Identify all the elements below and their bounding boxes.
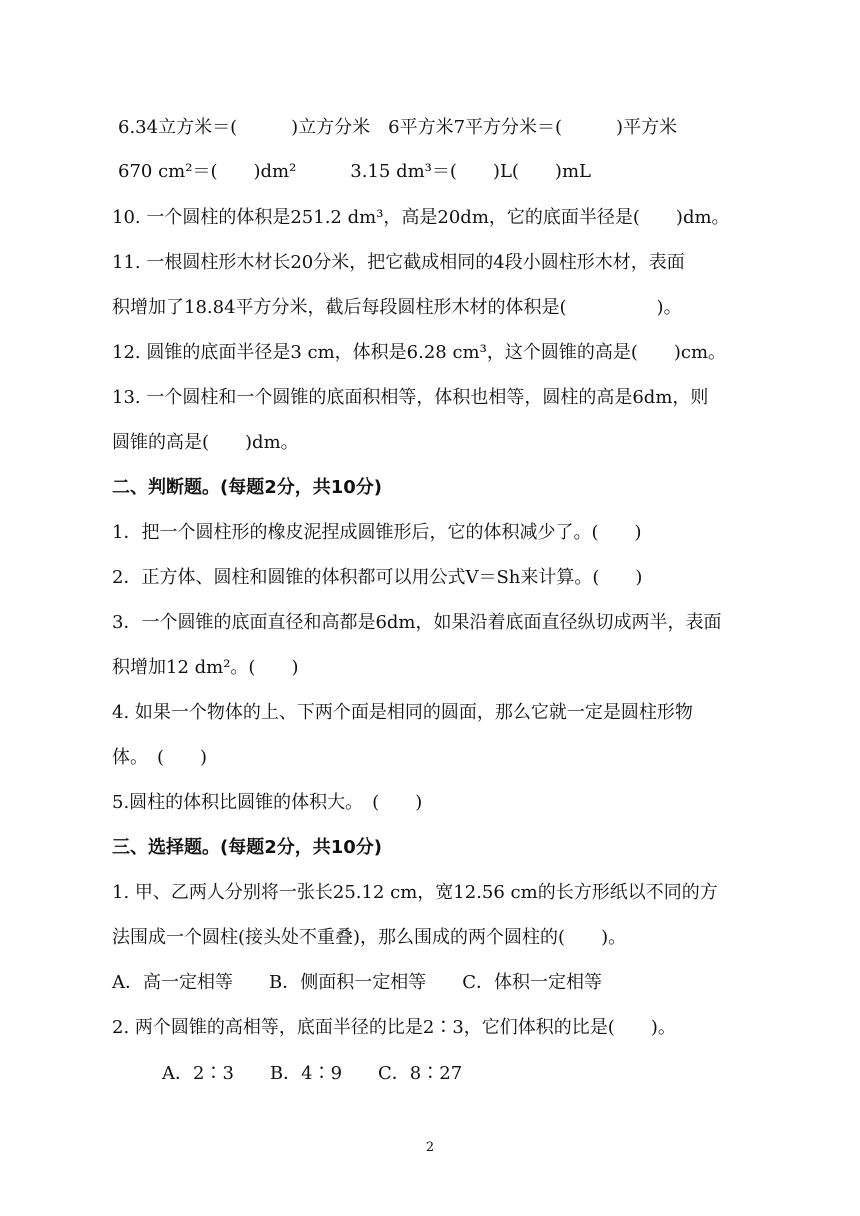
page-number: 2 bbox=[425, 1140, 435, 1155]
choice-2: 2. 两个圆锥的高相等，底面半径的比是2∶3，它们体积的比是( )。 bbox=[112, 1017, 676, 1038]
judgement-3-line-1: 3．一个圆锥的底面直径和高都是6dm，如果沿着底面直径纵切成两半，表面 bbox=[112, 612, 722, 633]
question-11-line-1: 11. 一根圆柱形木材长20分米，把它截成相同的4段小圆柱形木材，表面 bbox=[112, 252, 685, 273]
judgement-5: 5.圆柱的体积比圆锥的体积大。 ( ) bbox=[112, 792, 423, 813]
choice-1-line-1: 1. 甲、乙两人分别将一张长25.12 cm，宽12.56 cm的长方形纸以不同的方 bbox=[112, 882, 718, 903]
question-13-line-2: 圆锥的高是( )dm。 bbox=[112, 432, 299, 453]
choice-1-line-2: 法围成一个圆柱(接头处不重叠)，那么围成的两个圆柱的( )。 bbox=[112, 927, 627, 948]
question-13-line-1: 13. 一个圆柱和一个圆锥的底面积相等，体积也相等，圆柱的高是6dm，则 bbox=[112, 387, 709, 408]
judgement-1: 1．把一个圆柱形的橡皮泥捏成圆锥形后，它的体积减少了。( ) bbox=[112, 522, 642, 543]
judgement-4-line-2: 体。 ( ) bbox=[112, 747, 208, 768]
choice-1-options: A．高一定相等 B．侧面积一定相等 C．体积一定相等 bbox=[112, 972, 602, 993]
judgement-2: 2．正方体、圆柱和圆锥的体积都可以用公式V＝Sh来计算。( ) bbox=[112, 567, 643, 588]
judgement-4-line-1: 4. 如果一个物体的上、下两个面是相同的圆面，那么它就一定是圆柱形物 bbox=[112, 702, 693, 723]
question-12: 12. 圆锥的底面半径是3 cm，体积是6.28 cm³，这个圆锥的高是( )cm。 bbox=[112, 342, 727, 363]
section-heading-multiple-choice: 三、选择题。(每题2分，共10分) bbox=[112, 837, 383, 858]
question-10: 10. 一个圆柱的体积是251.2 dm³，高是20dm，它的底面半径是( )dm。 bbox=[112, 207, 730, 228]
section-heading-true-false: 二、判断题。(每题2分，共10分) bbox=[112, 477, 383, 498]
unit-conversion-line-1: 6.34立方米＝( )立方分米 6平方米7平方分米＝( )平方米 bbox=[118, 117, 678, 138]
unit-conversion-line-2: 670 cm²＝( )dm² 3.15 dm³＝( )L( )mL bbox=[118, 161, 591, 182]
choice-2-options: A．2∶3 B．4∶9 C．8∶27 bbox=[162, 1063, 463, 1084]
judgement-3-line-2: 积增加12 dm²。( ) bbox=[112, 657, 299, 678]
question-11-line-2: 积增加了18.84平方分米，截后每段圆柱形木材的体积是( )。 bbox=[112, 297, 682, 318]
